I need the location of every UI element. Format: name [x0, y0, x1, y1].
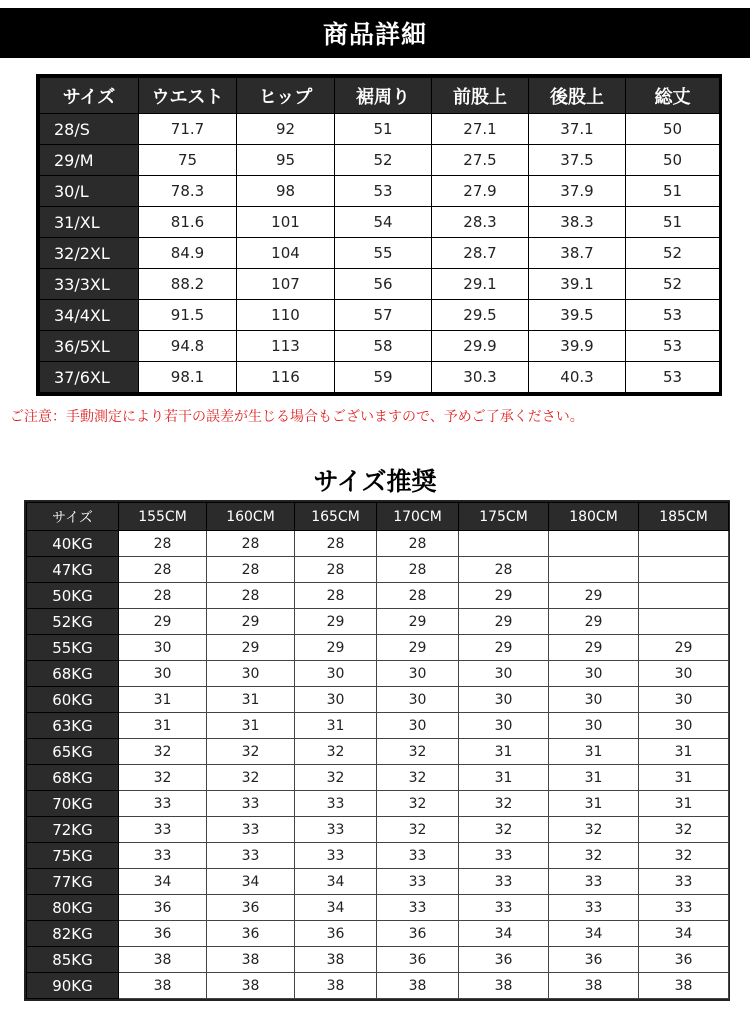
recommend-cell: 36: [207, 921, 295, 947]
recommend-cell: 32: [119, 739, 207, 765]
recommend-cell: 30: [459, 713, 549, 739]
recommend-row-label: 50KG: [27, 583, 119, 609]
table-row: [27, 583, 729, 609]
recommend-cell: 34: [207, 869, 295, 895]
size-chart-cell: 101: [237, 207, 335, 238]
size-chart-cell: 28.7: [432, 238, 529, 269]
recommend-cell: 32: [207, 739, 295, 765]
table-row: [27, 947, 729, 973]
size-chart-cell: 53: [626, 362, 720, 393]
recommend-cell: 32: [295, 739, 377, 765]
recommend-cell: 32: [549, 817, 639, 843]
size-chart-row-label: 30/L: [40, 176, 139, 207]
recommend-cell: 28: [119, 583, 207, 609]
size-chart-cell: 54: [335, 207, 432, 238]
recommend-cell: 28: [377, 557, 459, 583]
size-chart-header-cell: 前股上: [432, 78, 529, 114]
recommend-header-cell: 185CM: [639, 503, 729, 531]
recommend-cell: 29: [549, 583, 639, 609]
table-row: [27, 661, 729, 687]
size-chart-cell: 30.3: [432, 362, 529, 393]
recommend-cell: 38: [639, 973, 729, 999]
recommend-cell: 31: [207, 687, 295, 713]
size-chart-cell: 75: [139, 145, 237, 176]
table-row: [27, 713, 729, 739]
recommend-cell: 28: [207, 583, 295, 609]
recommend-cell: 36: [377, 921, 459, 947]
size-chart-cell: 88.2: [139, 269, 237, 300]
recommend-cell: 30: [639, 713, 729, 739]
recommend-cell: 31: [639, 791, 729, 817]
table-row: [27, 817, 729, 843]
size-chart-cell: 29.5: [432, 300, 529, 331]
size-chart-header-cell: 裾周り: [335, 78, 432, 114]
size-chart-cell: 110: [237, 300, 335, 331]
size-chart-cell: 53: [626, 300, 720, 331]
recommend-row-label: 90KG: [27, 973, 119, 999]
recommend-row-label: 47KG: [27, 557, 119, 583]
table-row: [40, 331, 720, 362]
recommend-row-label: 65KG: [27, 739, 119, 765]
size-chart-cell: 94.8: [139, 331, 237, 362]
measurement-note: ご注意：手動測定により若干の誤差が生じる場合もございますので、予めご了承ください。: [10, 409, 584, 425]
recommend-cell: 33: [119, 843, 207, 869]
recommend-row-label: 68KG: [27, 765, 119, 791]
recommend-cell: 33: [377, 843, 459, 869]
recommend-cell: 29: [295, 609, 377, 635]
recommend-cell: 38: [295, 973, 377, 999]
recommend-cell: 32: [459, 791, 549, 817]
recommend-header-cell: 170CM: [377, 503, 459, 531]
recommend-cell: 30: [549, 713, 639, 739]
recommend-cell: 34: [295, 869, 377, 895]
recommend-cell: 30: [459, 661, 549, 687]
recommend-cell: 32: [207, 765, 295, 791]
size-chart-cell: 52: [626, 238, 720, 269]
recommend-cell: 28: [295, 557, 377, 583]
recommend-cell: 34: [295, 895, 377, 921]
size-chart-table: [39, 77, 720, 393]
size-chart-header-cell: ウエスト: [139, 78, 237, 114]
size-chart-cell: 50: [626, 145, 720, 176]
recommend-cell: 31: [549, 791, 639, 817]
size-chart-header-row: [40, 78, 720, 114]
recommend-row-label: 60KG: [27, 687, 119, 713]
recommend-row-label: 40KG: [27, 531, 119, 557]
table-row: [27, 921, 729, 947]
recommend-cell: 38: [295, 947, 377, 973]
recommend-cell: 28: [295, 531, 377, 557]
recommend-cell: 30: [549, 687, 639, 713]
table-row: [40, 238, 720, 269]
recommend-cell: 28: [119, 557, 207, 583]
size-chart-cell: 56: [335, 269, 432, 300]
recommend-cell: 31: [639, 739, 729, 765]
recommend-cell: 38: [207, 973, 295, 999]
recommend-cell: 34: [639, 921, 729, 947]
recommend-cell: 31: [549, 765, 639, 791]
table-row: [27, 739, 729, 765]
recommend-cell: 28: [207, 557, 295, 583]
recommend-header-cell: サイズ: [27, 503, 119, 531]
table-row: [27, 531, 729, 557]
recommend-cell: [639, 609, 729, 635]
recommend-cell: 36: [119, 895, 207, 921]
size-chart-cell: 27.5: [432, 145, 529, 176]
recommend-cell: 29: [377, 635, 459, 661]
recommend-cell: 36: [639, 947, 729, 973]
recommend-cell: 36: [549, 947, 639, 973]
size-chart-row-label: 37/6XL: [40, 362, 139, 393]
recommend-cell: 31: [119, 713, 207, 739]
recommend-row-label: 55KG: [27, 635, 119, 661]
recommend-cell: 32: [377, 791, 459, 817]
size-chart-cell: 113: [237, 331, 335, 362]
recommend-cell: 31: [119, 687, 207, 713]
size-chart-cell: 91.5: [139, 300, 237, 331]
recommend-row-label: 80KG: [27, 895, 119, 921]
size-chart-cell: 107: [237, 269, 335, 300]
recommend-cell: 33: [639, 895, 729, 921]
table-row: [27, 765, 729, 791]
recommend-cell: 32: [377, 765, 459, 791]
table-row: [40, 176, 720, 207]
size-chart-cell: 58: [335, 331, 432, 362]
size-chart-cell: 53: [626, 331, 720, 362]
recommend-cell: 29: [377, 609, 459, 635]
size-chart-row-label: 32/2XL: [40, 238, 139, 269]
recommend-cell: 29: [207, 635, 295, 661]
recommend-cell: 33: [295, 817, 377, 843]
size-chart-cell: 116: [237, 362, 335, 393]
recommend-cell: 33: [119, 817, 207, 843]
table-row: [40, 114, 720, 145]
size-chart-cell: 51: [626, 207, 720, 238]
recommend-cell: 33: [377, 869, 459, 895]
recommend-cell: 30: [549, 661, 639, 687]
recommend-cell: 33: [377, 895, 459, 921]
recommend-cell: 36: [119, 921, 207, 947]
recommend-header-cell: 165CM: [295, 503, 377, 531]
recommend-cell: 29: [639, 635, 729, 661]
recommend-cell: 31: [459, 765, 549, 791]
recommend-cell: 33: [207, 791, 295, 817]
size-chart-header-cell: 後股上: [529, 78, 626, 114]
size-chart-cell: 57: [335, 300, 432, 331]
recommend-cell: 31: [459, 739, 549, 765]
size-chart-cell: 29.1: [432, 269, 529, 300]
recommend-cell: 29: [119, 609, 207, 635]
size-chart-cell: 38.7: [529, 238, 626, 269]
recommend-cell: 33: [549, 869, 639, 895]
size-chart-cell: 55: [335, 238, 432, 269]
size-chart-cell: 40.3: [529, 362, 626, 393]
table-row: [27, 895, 729, 921]
recommend-cell: 32: [377, 817, 459, 843]
recommend-row-label: 52KG: [27, 609, 119, 635]
size-chart-row-label: 29/M: [40, 145, 139, 176]
recommend-cell: 30: [459, 687, 549, 713]
table-row: [40, 145, 720, 176]
recommend-cell: 29: [295, 635, 377, 661]
recommend-cell: 38: [377, 973, 459, 999]
size-chart-row-label: 33/3XL: [40, 269, 139, 300]
recommend-cell: 36: [459, 947, 549, 973]
recommend-row-label: 75KG: [27, 843, 119, 869]
recommend-row-label: 72KG: [27, 817, 119, 843]
recommend-cell: 28: [207, 531, 295, 557]
recommend-cell: 36: [295, 921, 377, 947]
size-chart-body: [40, 114, 720, 393]
table-row: [27, 609, 729, 635]
recommend-cell: 33: [295, 843, 377, 869]
recommend-cell: 28: [119, 531, 207, 557]
size-chart-header-cell: サイズ: [40, 78, 139, 114]
recommend-cell: 32: [549, 843, 639, 869]
recommend-row-label: 63KG: [27, 713, 119, 739]
recommend-cell: [549, 557, 639, 583]
product-details-banner: [0, 8, 750, 58]
recommend-cell: 30: [295, 661, 377, 687]
recommend-cell: [639, 583, 729, 609]
recommend-cell: 30: [639, 687, 729, 713]
recommend-cell: 28: [295, 583, 377, 609]
size-chart-row-label: 34/4XL: [40, 300, 139, 331]
size-chart-cell: 38.3: [529, 207, 626, 238]
recommend-cell: 30: [377, 687, 459, 713]
size-chart-cell: 50: [626, 114, 720, 145]
recommend-cell: 34: [549, 921, 639, 947]
table-row: [27, 973, 729, 999]
size-chart-cell: 29.9: [432, 331, 529, 362]
size-chart-cell: 27.9: [432, 176, 529, 207]
recommend-cell: 30: [639, 661, 729, 687]
size-chart-cell: 28.3: [432, 207, 529, 238]
size-chart-cell: 27.1: [432, 114, 529, 145]
size-chart-cell: 39.9: [529, 331, 626, 362]
recommend-header-cell: 180CM: [549, 503, 639, 531]
size-chart-header-cell: 総丈: [626, 78, 720, 114]
recommend-cell: 29: [549, 609, 639, 635]
size-chart-cell: 95: [237, 145, 335, 176]
recommend-cell: 34: [459, 921, 549, 947]
recommend-cell: 32: [295, 765, 377, 791]
recommend-header-cell: 175CM: [459, 503, 549, 531]
size-chart-cell: 52: [626, 269, 720, 300]
table-row: [27, 557, 729, 583]
size-chart-cell: 92: [237, 114, 335, 145]
recommend-cell: 28: [377, 583, 459, 609]
recommend-cell: 38: [549, 973, 639, 999]
table-row: [40, 362, 720, 393]
recommend-cell: 33: [459, 843, 549, 869]
recommend-cell: 30: [207, 661, 295, 687]
table-row: [40, 207, 720, 238]
recommend-cell: 30: [377, 661, 459, 687]
size-chart-cell: 53: [335, 176, 432, 207]
recommend-cell: 30: [119, 661, 207, 687]
table-row: [27, 843, 729, 869]
size-recommendation-table: [26, 502, 729, 999]
recommend-cell: 31: [295, 713, 377, 739]
size-chart-cell: 81.6: [139, 207, 237, 238]
recommend-cell: 38: [207, 947, 295, 973]
table-row: [27, 791, 729, 817]
recommend-cell: 30: [295, 687, 377, 713]
size-chart-cell: 71.7: [139, 114, 237, 145]
recommend-cell: 29: [207, 609, 295, 635]
recommend-cell: 33: [639, 869, 729, 895]
size-chart-cell: 84.9: [139, 238, 237, 269]
size-chart-cell: 51: [335, 114, 432, 145]
recommend-cell: 28: [459, 557, 549, 583]
recommend-cell: 29: [459, 635, 549, 661]
size-chart-cell: 98: [237, 176, 335, 207]
recommend-cell: 29: [549, 635, 639, 661]
size-recommendation: [24, 500, 730, 1001]
size-chart: [36, 74, 722, 396]
recommend-cell: 32: [459, 817, 549, 843]
banner-title: 商品詳細: [322, 20, 427, 49]
size-chart-cell: 51: [626, 176, 720, 207]
recommend-cell: 29: [459, 609, 549, 635]
size-chart-cell: 37.5: [529, 145, 626, 176]
size-chart-cell: 78.3: [139, 176, 237, 207]
recommend-cell: 31: [207, 713, 295, 739]
recommend-cell: 33: [207, 817, 295, 843]
recommend-cell: 30: [119, 635, 207, 661]
recommend-cell: 31: [549, 739, 639, 765]
table-row: [27, 687, 729, 713]
table-row: [40, 300, 720, 331]
recommend-header-cell: 155CM: [119, 503, 207, 531]
table-row: [27, 635, 729, 661]
recommend-cell: 38: [459, 973, 549, 999]
recommend-cell: 33: [295, 791, 377, 817]
recommend-cell: 34: [119, 869, 207, 895]
recommend-cell: 32: [639, 817, 729, 843]
recommend-cell: [639, 531, 729, 557]
size-chart-cell: 39.1: [529, 269, 626, 300]
size-chart-cell: 52: [335, 145, 432, 176]
recommend-cell: [549, 531, 639, 557]
recommend-cell: 33: [207, 843, 295, 869]
recommend-body: [27, 531, 729, 999]
size-chart-cell: 37.1: [529, 114, 626, 145]
recommend-cell: 33: [549, 895, 639, 921]
recommend-cell: 33: [119, 791, 207, 817]
recommend-header-cell: 160CM: [207, 503, 295, 531]
recommend-cell: 33: [459, 895, 549, 921]
recommend-cell: 28: [377, 531, 459, 557]
recommend-row-label: 82KG: [27, 921, 119, 947]
size-chart-cell: 39.5: [529, 300, 626, 331]
recommend-cell: 31: [639, 765, 729, 791]
recommend-cell: 32: [377, 739, 459, 765]
recommend-cell: 38: [119, 973, 207, 999]
size-chart-row-label: 36/5XL: [40, 331, 139, 362]
size-chart-cell: 104: [237, 238, 335, 269]
recommend-cell: 36: [207, 895, 295, 921]
recommend-title: サイズ推奨: [313, 467, 437, 496]
recommend-cell: [639, 557, 729, 583]
recommend-cell: 29: [459, 583, 549, 609]
size-chart-header-cell: ヒップ: [237, 78, 335, 114]
size-chart-cell: 59: [335, 362, 432, 393]
size-chart-cell: 98.1: [139, 362, 237, 393]
recommend-row-label: 70KG: [27, 791, 119, 817]
recommend-cell: 33: [459, 869, 549, 895]
recommend-row-label: 68KG: [27, 661, 119, 687]
recommend-cell: 36: [377, 947, 459, 973]
recommend-cell: 32: [639, 843, 729, 869]
size-chart-row-label: 31/XL: [40, 207, 139, 238]
recommend-cell: 30: [377, 713, 459, 739]
recommend-cell: 32: [119, 765, 207, 791]
size-chart-cell: 37.9: [529, 176, 626, 207]
recommend-row-label: 77KG: [27, 869, 119, 895]
recommend-row-label: 85KG: [27, 947, 119, 973]
table-row: [27, 869, 729, 895]
recommend-cell: 38: [119, 947, 207, 973]
size-chart-row-label: 28/S: [40, 114, 139, 145]
table-row: [40, 269, 720, 300]
recommend-cell: [459, 531, 549, 557]
recommend-header-row: [27, 503, 729, 531]
